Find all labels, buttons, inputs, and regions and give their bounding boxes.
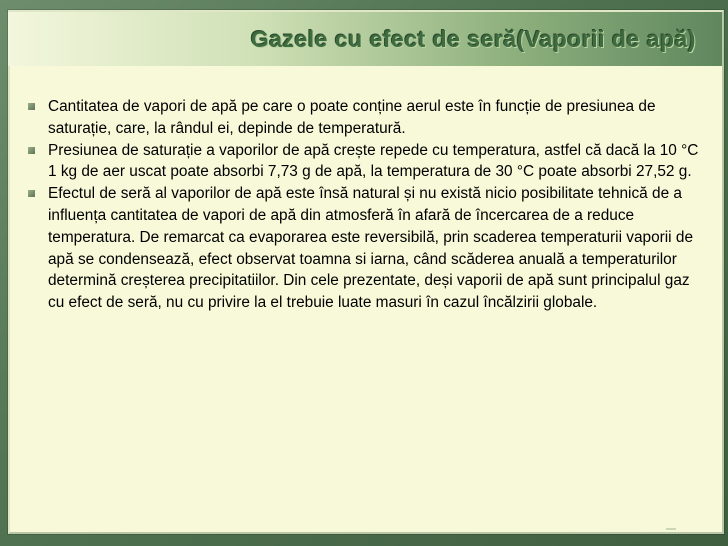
- bullet-text-3: Efectul de seră al vaporilor de apă este însă natural și nu există nicio posibilitate tehnică de a influența cantitatea de vapori de apă din atmosferă în afară de încercarea de a reduce temperatura. De remarcat ca evaporarea este reversibilă, prin scaderea temperaturii vaporii de apă se condensează, efect observat toamna si iarna, când scăderea anuală a temperaturilor determină creșterea precipitatiilor. Din cele prezentate, deși vaporii de apă sunt principalul gaz cu efect de seră, nu cu privire la el trebuie luate masuri în cazul încălzirii globale.: [48, 185, 694, 312]
- title-bar: [8, 12, 722, 66]
- bullet-text-1: Cantitatea de vapori de apă pe care o poate conține aerul este în funcție de presiunea de saturație, care, la rândul ei, depinde de temperatură.: [48, 98, 656, 137]
- slide-title: Gazele cu efect de seră(Vaporii de apă): [250, 26, 696, 52]
- decorative-corner-mark: [666, 528, 676, 530]
- bullet-list: [22, 96, 706, 314]
- square-bullet-icon: [28, 147, 35, 154]
- square-bullet-icon: [28, 190, 35, 197]
- bullet-item-3: [22, 183, 706, 314]
- bullet-text-2: Presiunea de saturație a vaporilor de apă crește repede cu temperatura, astfel că dacă la 10 °C 1 kg de aer uscat poate absorbi 7,73 g de apă, la temperatura de 30 °C poate absorbi 27,52 g.: [48, 141, 699, 181]
- bullet-list-container: [22, 96, 706, 314]
- bullet-item-1: [22, 96, 706, 140]
- square-bullet-icon: [28, 103, 35, 110]
- bullet-item-2: [22, 140, 706, 184]
